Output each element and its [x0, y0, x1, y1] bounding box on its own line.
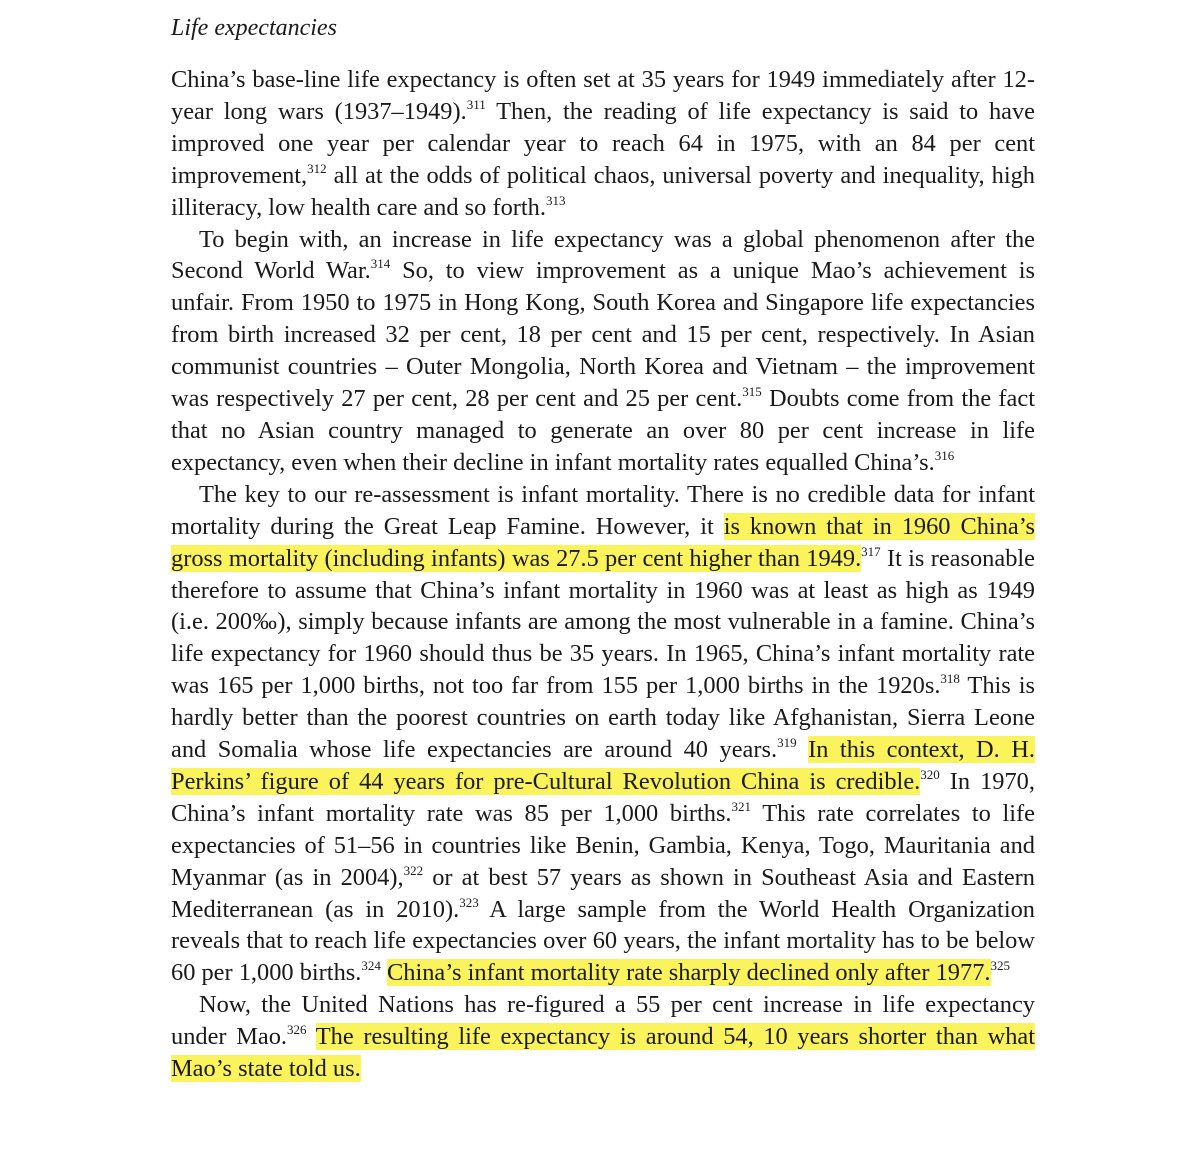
footnote-ref[interactable]: 325	[990, 958, 1010, 974]
footnote-ref[interactable]: 319	[777, 735, 797, 751]
body-text: A large sample from the World Health Organization reveals that to reach life expectancies over 60 years, the infant mortality has to be below 60 per 1,000 births.	[171, 895, 1035, 987]
footnote-ref[interactable]: 322	[403, 862, 424, 878]
body-text: Now, the United Nations has re-figured a 55 per cent increase in life expectancy under Mao.	[171, 991, 1035, 1051]
paragraph	[171, 224, 1035, 479]
highlighted-text: China’s infant mortality rate sharply declined only after 1977.	[386, 959, 991, 987]
footnote-ref[interactable]: 314	[370, 256, 391, 272]
footnote-ref[interactable]: 326	[287, 1022, 307, 1038]
highlighted-text: The resulting life expectancy is around 54, 10 years shorter than what Mao’s state told us.	[171, 1023, 1035, 1083]
paragraph	[171, 479, 1035, 990]
footnote-ref[interactable]: 318	[940, 671, 960, 687]
footnote-ref[interactable]: 313	[545, 192, 566, 208]
body-text: Doubts come from the fact that no Asian country managed to generate an over 80 per cent increase in life expectancy, even when their decline in infant mortality rates equalled China’s.	[171, 385, 1035, 476]
highlighted-text: is known that in 1960 China’s gross mortality (including infants) was 27.5 per cent higher than 1949.	[171, 512, 1035, 572]
paragraph	[171, 989, 1035, 1085]
body-text: The key to our re-assessment is infant mortality. There is no credible data for infant mortality during the Great Leap Famine. However, it	[171, 480, 1035, 540]
body-text: To begin with, an increase in life expectancy was a global phenomenon after the Second World War.	[171, 225, 1035, 285]
body-text	[307, 1023, 316, 1050]
body-text: It is reasonable therefore to assume that China’s infant mortality in 1960 was at least as high as 1949 (i.e. 200‰), simply because infants are among the most vulnerable in a famine. China’s life expectancy for 1960 should thus be 35 years. In 1965, China’s infant mortality rate was 165 per 1,000 births, not too far from 155 per 1,000 births in the 1920s.	[171, 544, 1035, 700]
body-text	[797, 736, 809, 763]
footnote-ref[interactable]: 311	[466, 96, 486, 112]
body-text: Then, the reading of life expectancy is said to have improved one year per calendar year to reach 64 in 1975, with an 84 per cent improvement,	[171, 97, 1036, 189]
footnote-ref[interactable]: 312	[307, 160, 327, 176]
footnote-ref[interactable]: 323	[459, 894, 479, 910]
footnote-ref[interactable]: 315	[742, 384, 762, 400]
body-text: This rate correlates to life expectancies of 51–56 in countries like Benin, Gambia, Kenya, Togo, Mauritania and Myanmar (as in 2004),	[171, 799, 1035, 891]
footnote-ref[interactable]: 317	[861, 543, 881, 559]
body-text: This is hardly better than the poorest countries on earth today like Afghanistan, Sierra Leone and Somalia whose life expectancies are around 40 years.	[171, 672, 1035, 764]
body-text: In 1970, China’s infant mortality rate was 85 per 1,000 births.	[171, 767, 1035, 827]
body-text: So, to view improvement as a unique Mao’s achievement is unfair. From 1950 to 1975 in Hong Kong, South Korea and Singapore life expectancies from birth increased 32 per cent, 18 per cent and 15 per cent, respectively. In Asian communist countries – Outer Mongolia, North Korea and Vietnam – the improvement was respectively 27 per cent, 28 per cent and 25 per cent.	[171, 257, 1035, 413]
body-text: China’s base-line life expectancy is often set at 35 years for 1949 immediately after 12-year long wars (1937–1949).	[171, 66, 1035, 125]
body-text: all at the odds of political chaos, universal poverty and inequality, high illiteracy, low health care and so forth.	[171, 161, 1035, 221]
footnote-ref[interactable]: 320	[920, 766, 940, 782]
footnote-ref[interactable]: 316	[934, 447, 955, 463]
highlighted-text: In this context, D. H. Perkins’ figure of 44 years for pre-Cultural Revolution China is credible.	[171, 736, 1035, 795]
body-text: or at best 57 years as shown in Southeast Asia and Eastern Mediterranean (as in 2010).	[171, 863, 1036, 923]
document-page	[171, 12, 1035, 1085]
footnote-ref[interactable]: 324	[361, 958, 381, 974]
footnote-ref[interactable]: 321	[731, 798, 752, 814]
section-heading: Life expectancies	[171, 15, 337, 41]
paragraph	[171, 64, 1035, 224]
